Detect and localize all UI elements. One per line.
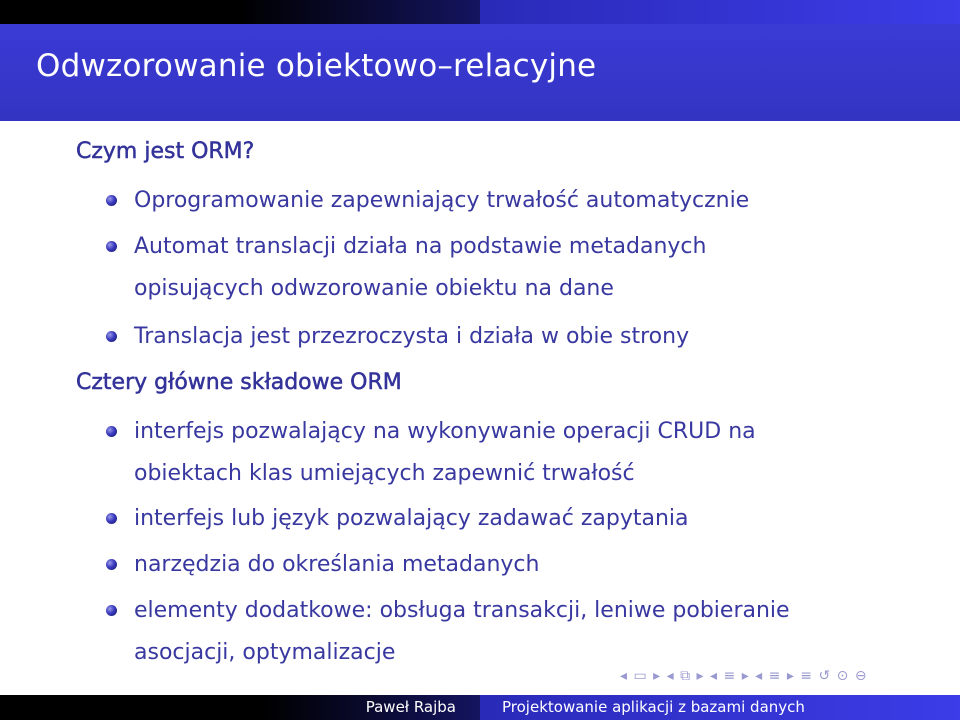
footer-left [0, 695, 480, 720]
list-item: interfejs pozwalający na wykonywanie operacji CRUD na obiektach klas umiejących zapewnić trwałość [134, 419, 756, 486]
bullet-icon [106, 331, 117, 342]
section-heading-components: Cztery główne składowe ORM [76, 370, 402, 395]
bullet-icon [106, 195, 117, 206]
footer-author: Paweł Rajba [365, 698, 456, 716]
list-item: Oprogramowanie zapewniający trwałość automatycznie [134, 188, 750, 213]
bullet-icon [106, 241, 117, 252]
footer-course-title: Projektowanie aplikacji z bazami danych [502, 698, 805, 716]
bullet-icon [106, 559, 117, 570]
bullet-icon [106, 513, 117, 524]
top-bar-left [0, 0, 480, 24]
bullet-icon [106, 426, 117, 437]
navigation-symbols[interactable]: ◂ ▭ ▸ ◂ ⧉ ▸ ◂ ≡ ▸ ◂ ≡ ▸ ≡ ↺ ⊙ ⊖ [620, 668, 868, 684]
list-item: elementy dodatkowe: obsługa transakcji, leniwe pobieranie asocjacji, optymalizacje [134, 598, 790, 665]
list-item: Automat translacji działa na podstawie metadanych opisujących odwzorowanie obiektu na dane [134, 234, 707, 301]
list-item: Translacja jest przezroczysta i działa w obie strony [134, 324, 690, 349]
list-item: interfejs lub język pozwalający zadawać zapytania [134, 506, 689, 531]
list-item: narzędzia do określania metadanych [134, 552, 540, 577]
footer-right [480, 695, 960, 720]
slide-title: Odwzorowanie obiektowo–relacyjne [36, 48, 597, 84]
top-bar-right [480, 0, 960, 24]
bullet-icon [106, 605, 117, 616]
section-heading-orm: Czym jest ORM? [76, 139, 255, 164]
